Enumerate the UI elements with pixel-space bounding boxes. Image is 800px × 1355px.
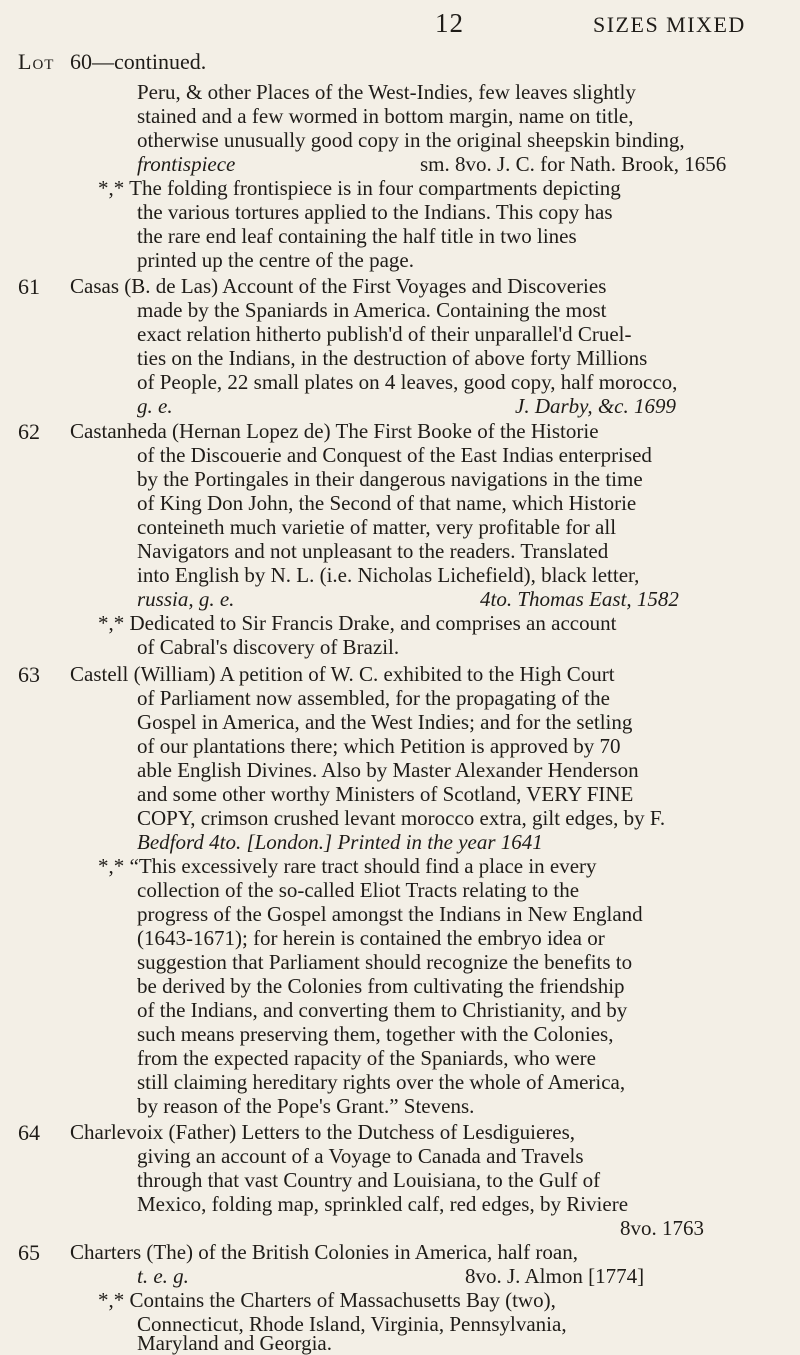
lot-62-line: Castanheda (Hernan Lopez de) The First Booke of the Historie (70, 419, 599, 443)
lot-63-line: able English Divines. Also by Master Alexander Henderson (137, 758, 639, 782)
lot-60-line: Peru, & other Places of the West-Indies, few leaves slightly (137, 80, 636, 104)
page-header (0, 6, 800, 40)
lot-61-line: Casas (B. de Las) Account of the First Voyages and Discoveries (70, 274, 607, 298)
lot-62-note: of Cabral's discovery of Brazil. (137, 635, 400, 659)
lot-65-imprint: 8vo. J. Almon [1774] (465, 1264, 645, 1288)
lot-60-note: the various tortures applied to the Indians. This copy has (137, 200, 613, 224)
lot-number: 64 (18, 1120, 40, 1145)
lot-63-line: and some other worthy Ministers of Scotland, VERY FINE (137, 782, 634, 806)
lot-62-line: of the Discouerie and Conquest of the East Indias enterprised (137, 443, 652, 467)
lot-61-line: made by the Spaniards in America. Containing the most (137, 298, 607, 322)
lot-63-line: Castell (William) A petition of W. C. exhibited to the High Court (70, 662, 615, 686)
lot-63-line: of Parliament now assembled, for the propagating of the (137, 686, 610, 710)
lot-62-line: Navigators and not unpleasant to the readers. Translated (137, 539, 609, 563)
lot-63-note: from the expected rapacity of the Spaniards, who were (137, 1046, 596, 1070)
continued-heading: 60—continued. (70, 49, 207, 74)
lot-62-line: by the Portingales in their dangerous navigations in the time (137, 467, 643, 491)
lot-60-note: *,* The folding frontispiece is in four compartments depicting (98, 176, 621, 200)
lot-65-line: t. e. g. (137, 1264, 189, 1288)
lot-60-line: frontispiece (137, 152, 236, 176)
page-number: 12 (435, 8, 464, 38)
lot-number: 62 (18, 419, 40, 444)
lot-60-line: otherwise unusually good copy in the original sheepskin binding, (137, 128, 685, 152)
lot-64-line: Mexico, folding map, sprinkled calf, red edges, by Riviere (137, 1192, 629, 1216)
lot-64-line: Charlevoix (Father) Letters to the Dutchess of Lesdiguieres, (70, 1120, 576, 1144)
lot-64-line: giving an account of a Voyage to Canada and Travels (137, 1144, 584, 1168)
lot-65-line: Charters (The) of the British Colonies in America, half roan, (70, 1240, 578, 1264)
lot-61-line: exact relation hitherto publish'd of their unparallel'd Cruel- (137, 322, 632, 346)
lot-63-note: of the Indians, and converting them to Christianity, and by (137, 998, 628, 1022)
lot-61-line: of People, 22 small plates on 4 leaves, good copy, half morocco, (137, 370, 678, 394)
lot-61-imprint: J. Darby, &c. 1699 (515, 394, 676, 418)
lot-65-note: Maryland and Georgia. (137, 1331, 332, 1355)
lot-61-line: ties on the Indians, in the destruction of above forty Millions (137, 346, 648, 370)
lot-number: 65 (18, 1240, 40, 1265)
lot-62-line: russia, g. e. (137, 587, 235, 611)
running-head: SIZES MIXED (593, 12, 746, 37)
lot-63-note: suggestion that Parliament should recognize the benefits to (137, 950, 633, 974)
lot-63-line: Gospel in America, and the West Indies; and for the setling (137, 710, 633, 734)
lot-60-line: stained and a few wormed in bottom margin, name on title, (137, 104, 634, 128)
lot-61-line: g. e. (137, 394, 173, 418)
lot-63-note: be derived by the Colonies from cultivating the friendship (137, 974, 625, 998)
lot-63-note: (1643-1671); for herein is contained the embryo idea or (137, 926, 605, 950)
lot-64-line: through that vast Country and Louisiana, to the Gulf of (137, 1168, 601, 1192)
lot-62-line: conteineth much varietie of matter, very profitable for all (137, 515, 617, 539)
lot-60-imprint: sm. 8vo. J. C. for Nath. Brook, 1656 (420, 152, 727, 176)
lot-63-note: such means preserving them, together with the Colonies, (137, 1022, 614, 1046)
lot-number: 63 (18, 662, 40, 687)
lot-62-line: of King Don John, the Second of that name, which Historie (137, 491, 637, 515)
lot-64-imprint: 8vo. 1763 (620, 1216, 704, 1240)
lot-63-line: COPY, crimson crushed levant morocco extra, gilt edges, by F. (137, 806, 666, 830)
lot-62-imprint: 4to. Thomas East, 1582 (480, 587, 679, 611)
lot-63-note: *,* “This excessively rare tract should find a place in every (98, 854, 597, 878)
lot-60-note: printed up the centre of the page. (137, 248, 414, 272)
lot-62-note: *,* Dedicated to Sir Francis Drake, and comprises an account (98, 611, 617, 635)
lot-63-note: progress of the Gospel amongst the Indians in New England (137, 902, 643, 926)
lot-63-line: Bedford 4to. [London.] Printed in the year 1641 (137, 830, 543, 854)
lot-label: Lot (18, 49, 55, 74)
lot-65-note: *,* Contains the Charters of Massachusetts Bay (two), (98, 1288, 556, 1312)
lot-62-line: into English by N. L. (i.e. Nicholas Lichefield), black letter, (137, 563, 640, 587)
lot-63-line: of our plantations there; which Petition is approved by 70 (137, 734, 621, 758)
lot-60-note: the rare end leaf containing the half title in two lines (137, 224, 577, 248)
lot-65-note: Connecticut, Rhode Island, Virginia, Pennsylvania, (137, 1312, 567, 1336)
lot-63-note: still claiming hereditary rights over the whole of America, (137, 1070, 626, 1094)
lot-63-note: collection of the so-called Eliot Tracts relating to the (137, 878, 580, 902)
lot-63-note: by reason of the Pope's Grant.” Stevens. (137, 1094, 475, 1118)
lot-number: 61 (18, 274, 40, 299)
